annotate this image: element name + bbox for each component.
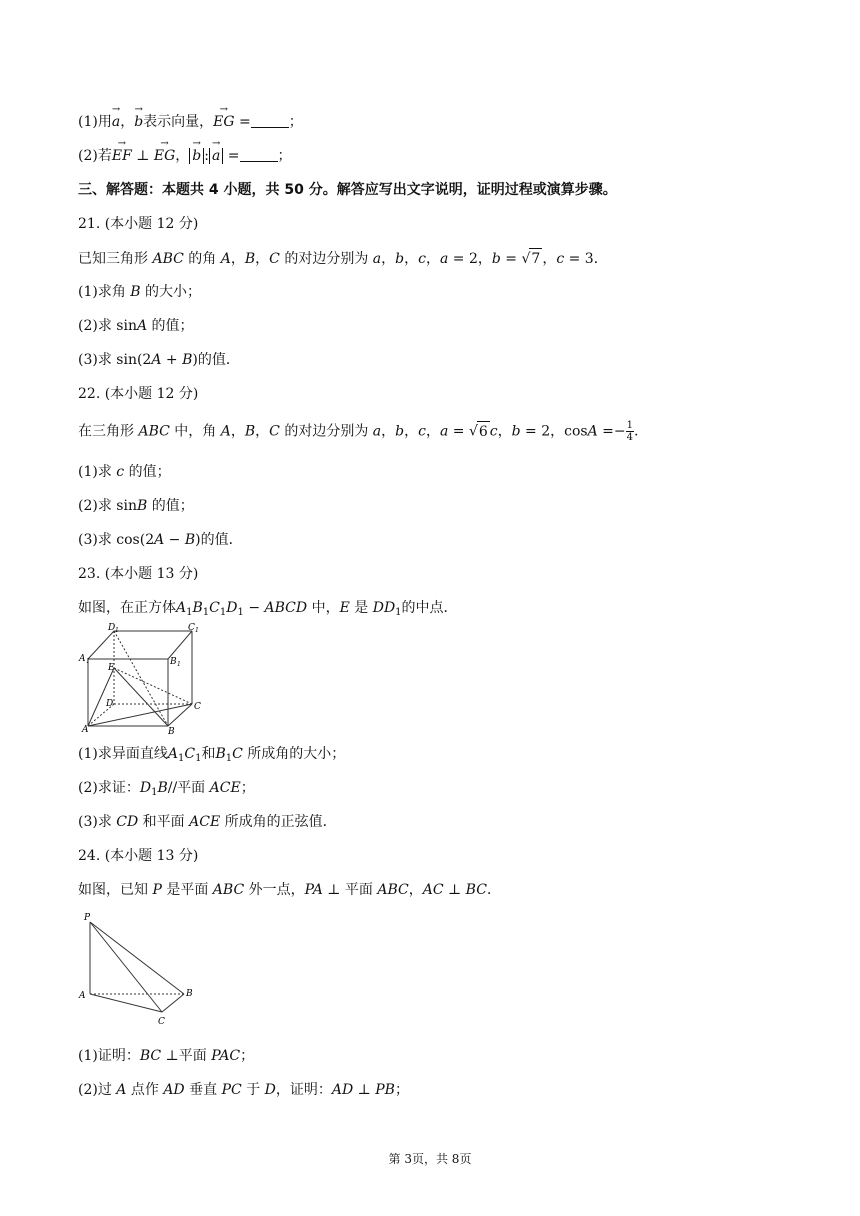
q23-part3: (3)求 CD 和平面 ACE 所成角的正弦值． <box>78 814 337 830</box>
q22-part1: (1)求 c 的值； <box>78 464 171 480</box>
svg-text:E: E <box>108 663 115 673</box>
svg-text:1: 1 <box>177 661 181 668</box>
svg-text:A: A <box>82 725 89 735</box>
q23-header: 23. (本小题 13 分) <box>78 566 199 582</box>
page-footer: 第 3页，共 8页 <box>388 1152 472 1166</box>
q24-header: 24. (本小题 13 分) <box>78 848 199 864</box>
q24-part1: (1)证明：BC ⊥平面 PAC； <box>78 1048 255 1064</box>
q21-stem: 已知三角形 ABC 的角 A，B，C 的对边分别为 a，b，c，a = 2，b = √7 ，c = 3． <box>78 248 608 269</box>
cube-diagram <box>78 620 208 735</box>
svg-text:C: C <box>158 1017 165 1027</box>
svg-text:B: B <box>170 657 177 667</box>
svg-text:D: D <box>106 699 114 709</box>
svg-text:B: B <box>168 727 175 735</box>
q22-part2: (2)求 sinB 的值； <box>78 498 194 514</box>
q23-stem: 如图，在正方体$A_1B_1C_1D_1$ − ABCD 中，E 是 $DD_1$的中点． <box>78 600 458 618</box>
q24-part2: (2)过 A 点作 AD 垂直 PC 于 D，证明：AD ⊥ PB； <box>78 1082 409 1098</box>
svg-text:1: 1 <box>86 658 90 665</box>
answer-blank[interactable] <box>251 113 289 128</box>
q22-header: 22. (本小题 12 分) <box>78 386 199 402</box>
q21-header: 21. (本小题 12 分) <box>78 216 199 232</box>
q20-part1: (1)用→ a，→ b表示向量，→ EG = ； <box>78 112 303 132</box>
q20-part2: (2)若→ EF ⊥ → EG，→ b :→ a = ； <box>78 146 292 166</box>
svg-text:C: C <box>194 702 201 712</box>
pyramid-diagram <box>74 908 204 1030</box>
q22-stem: 在三角形 ABC 中，角 A，B，C 的对边分别为 a，b，c，a = √6 c，b = 2，cosA =− $\frac{1}{4}$ . <box>78 420 639 443</box>
svg-text:1: 1 <box>195 627 199 634</box>
svg-text:A: A <box>79 991 86 1001</box>
q23-part1: (1)求异面直线$A_1C_1$和$B_1C$ 所成角的大小； <box>78 746 346 764</box>
svg-text:D: D <box>108 623 116 633</box>
svg-text:B: B <box>186 989 193 999</box>
svg-text:C: C <box>188 623 195 633</box>
section-title: 三、解答题：本题共 4 小题，共 50 分。解答应写出文字说明，证明过程或演算步骤。 <box>78 182 617 198</box>
svg-text:P: P <box>84 913 91 923</box>
q21-part3: (3)求 sin(2A + B)的值． <box>78 352 240 368</box>
q23-part2: (2)求证：$D_1B//$平面 ACE； <box>78 780 255 798</box>
q22-part3: (3)求 cos(2A − B)的值． <box>78 532 243 548</box>
svg-text:1: 1 <box>115 627 119 634</box>
svg-text:A: A <box>79 654 86 664</box>
q21-part2: (2)求 sinA 的值； <box>78 318 194 334</box>
q21-part1: (1)求角 B 的大小； <box>78 284 202 300</box>
answer-blank[interactable] <box>240 147 278 162</box>
q24-stem: 如图，已知 P 是平面 ABC 外一点，PA ⊥ 平面 ABC，AC ⊥ BC． <box>78 882 501 898</box>
